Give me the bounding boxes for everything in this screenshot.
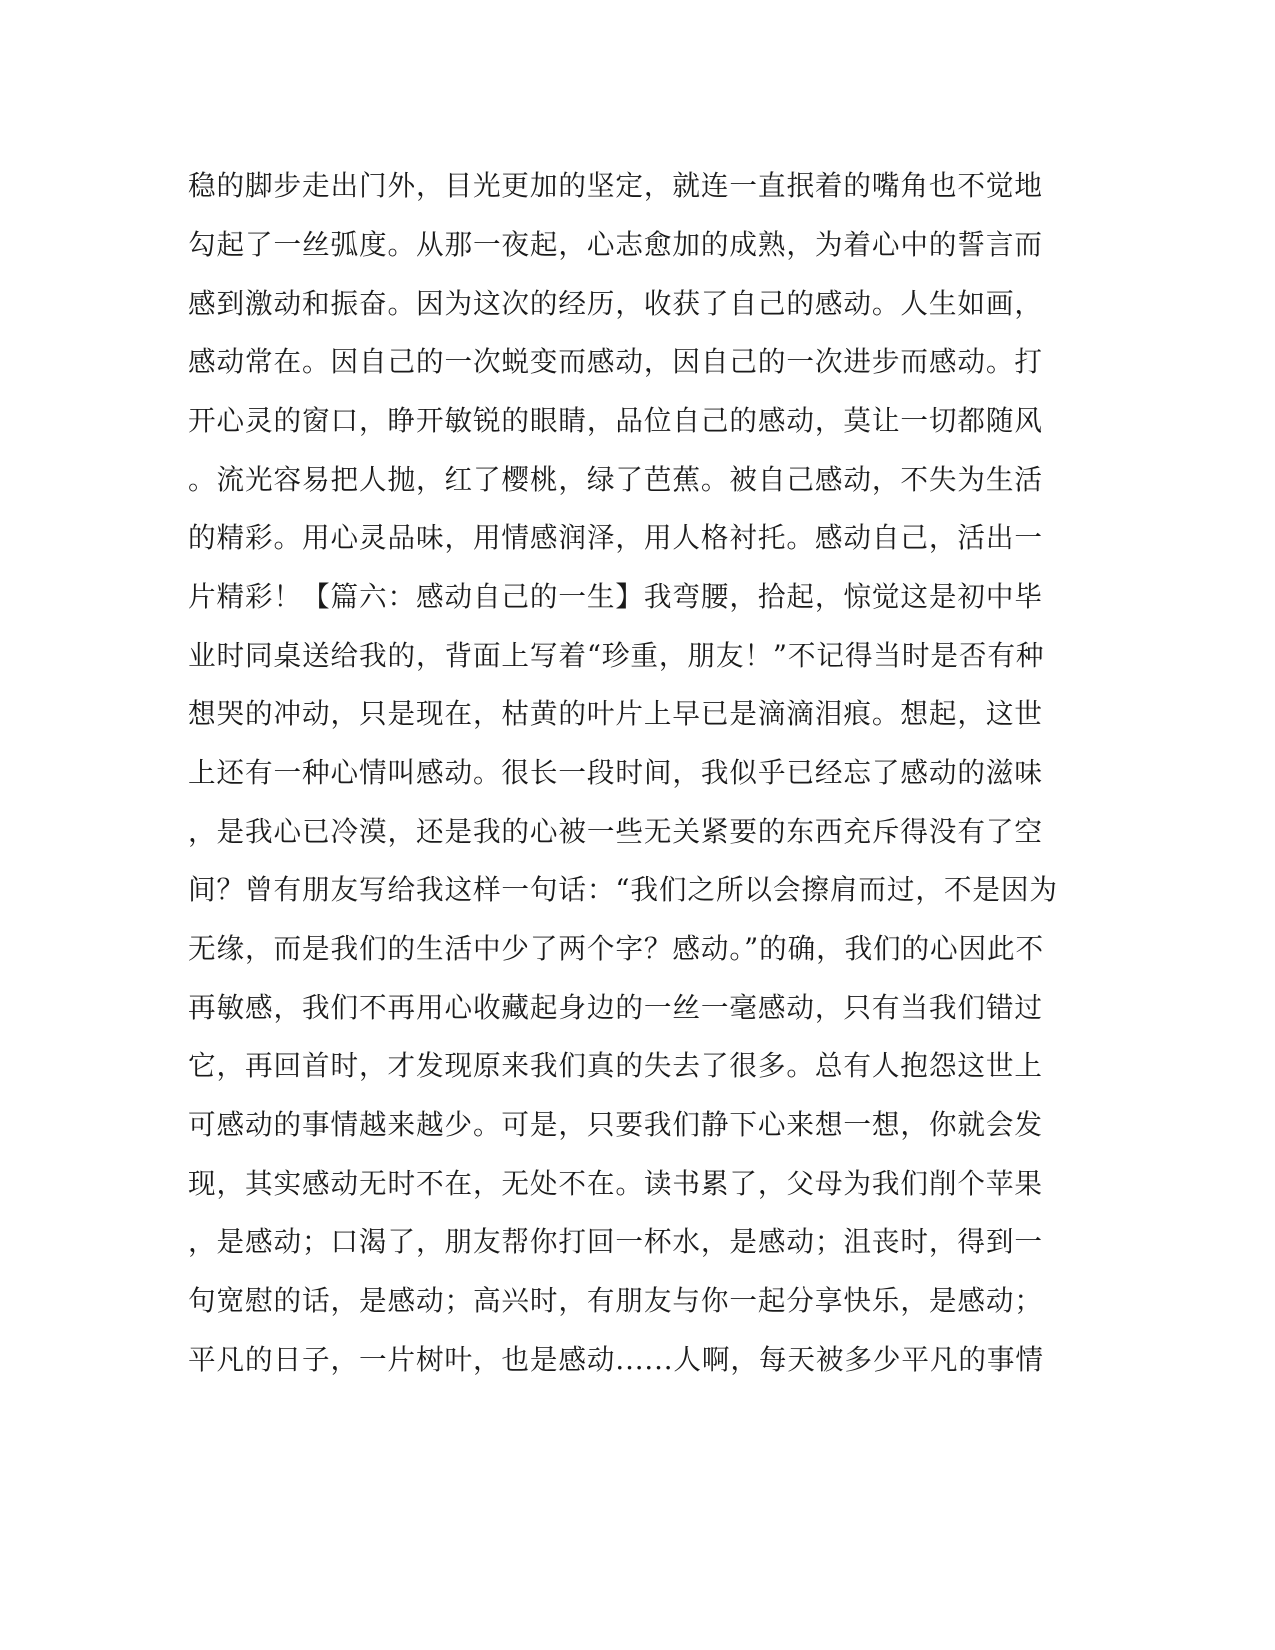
text-line: 片精彩！【篇六：感动自己的一生】我弯腰，拾起，惊觉这是初中毕 [188,580,1043,613]
text-line: 它，再回首时，才发现原来我们真的失去了很多。总有人抱怨这世上 [188,1049,1043,1082]
text-line: 想哭的冲动，只是现在，枯黄的叶片上早已是滴滴泪痕。想起，这世 [188,697,1043,730]
text-line: 的精彩。用心灵品味，用情感润泽，用人格衬托。感动自己，活出一 [188,521,1043,554]
text-line: 句宽慰的话，是感动；高兴时，有朋友与你一起分享快乐，是感动； [188,1284,1043,1317]
text-line: 感动常在。因自己的一次蜕变而感动，因自己的一次进步而感动。打 [188,345,1043,378]
text-line: 现，其实感动无时不在，无处不在。读书累了，父母为我们削个苹果 [188,1167,1043,1200]
text-line: 感到激动和振奋。因为这次的经历，收获了自己的感动。人生如画， [188,287,1043,320]
text-line: 间？曾有朋友写给我这样一句话：“我们之所以会擦肩而过，不是因为 [188,873,1058,906]
text-line: 平凡的日子，一片树叶，也是感动......人啊，每天被多少平凡的事情 [188,1343,1044,1376]
text-line: 业时同桌送给我的，背面上写着“珍重，朋友！”不记得当时是否有种 [188,639,1045,672]
text-line: 可感动的事情越来越少。可是，只要我们静下心来想一想，你就会发 [188,1108,1043,1141]
text-line: 再敏感，我们不再用心收藏起身边的一丝一毫感动，只有当我们错过 [188,991,1043,1024]
text-line: 勾起了一丝弧度。从那一夜起，心志愈加的成熟，为着心中的誓言而 [188,228,1043,261]
text-line: 稳的脚步走出门外，目光更加的坚定，就连一直抿着的嘴角也不觉地 [188,169,1043,202]
text-line: 上还有一种心情叫感动。很长一段时间，我似乎已经忘了感动的滋味 [188,756,1043,789]
text-line: ，是感动；口渴了，朋友帮你打回一杯水，是感动；沮丧时，得到一 [188,1225,1043,1258]
text-line: ，是我心已冷漠，还是我的心被一些无关紧要的东西充斥得没有了空 [188,815,1043,848]
text-line: 开心灵的窗口，睁开敏锐的眼睛，品位自己的感动，莫让一切都随风 [188,404,1043,437]
text-line: 。流光容易把人抛，红了樱桃，绿了芭蕉。被自己感动，不失为生活 [188,463,1043,496]
text-line: 无缘，而是我们的生活中少了两个字？感动。”的确，我们的心因此不 [188,932,1045,965]
